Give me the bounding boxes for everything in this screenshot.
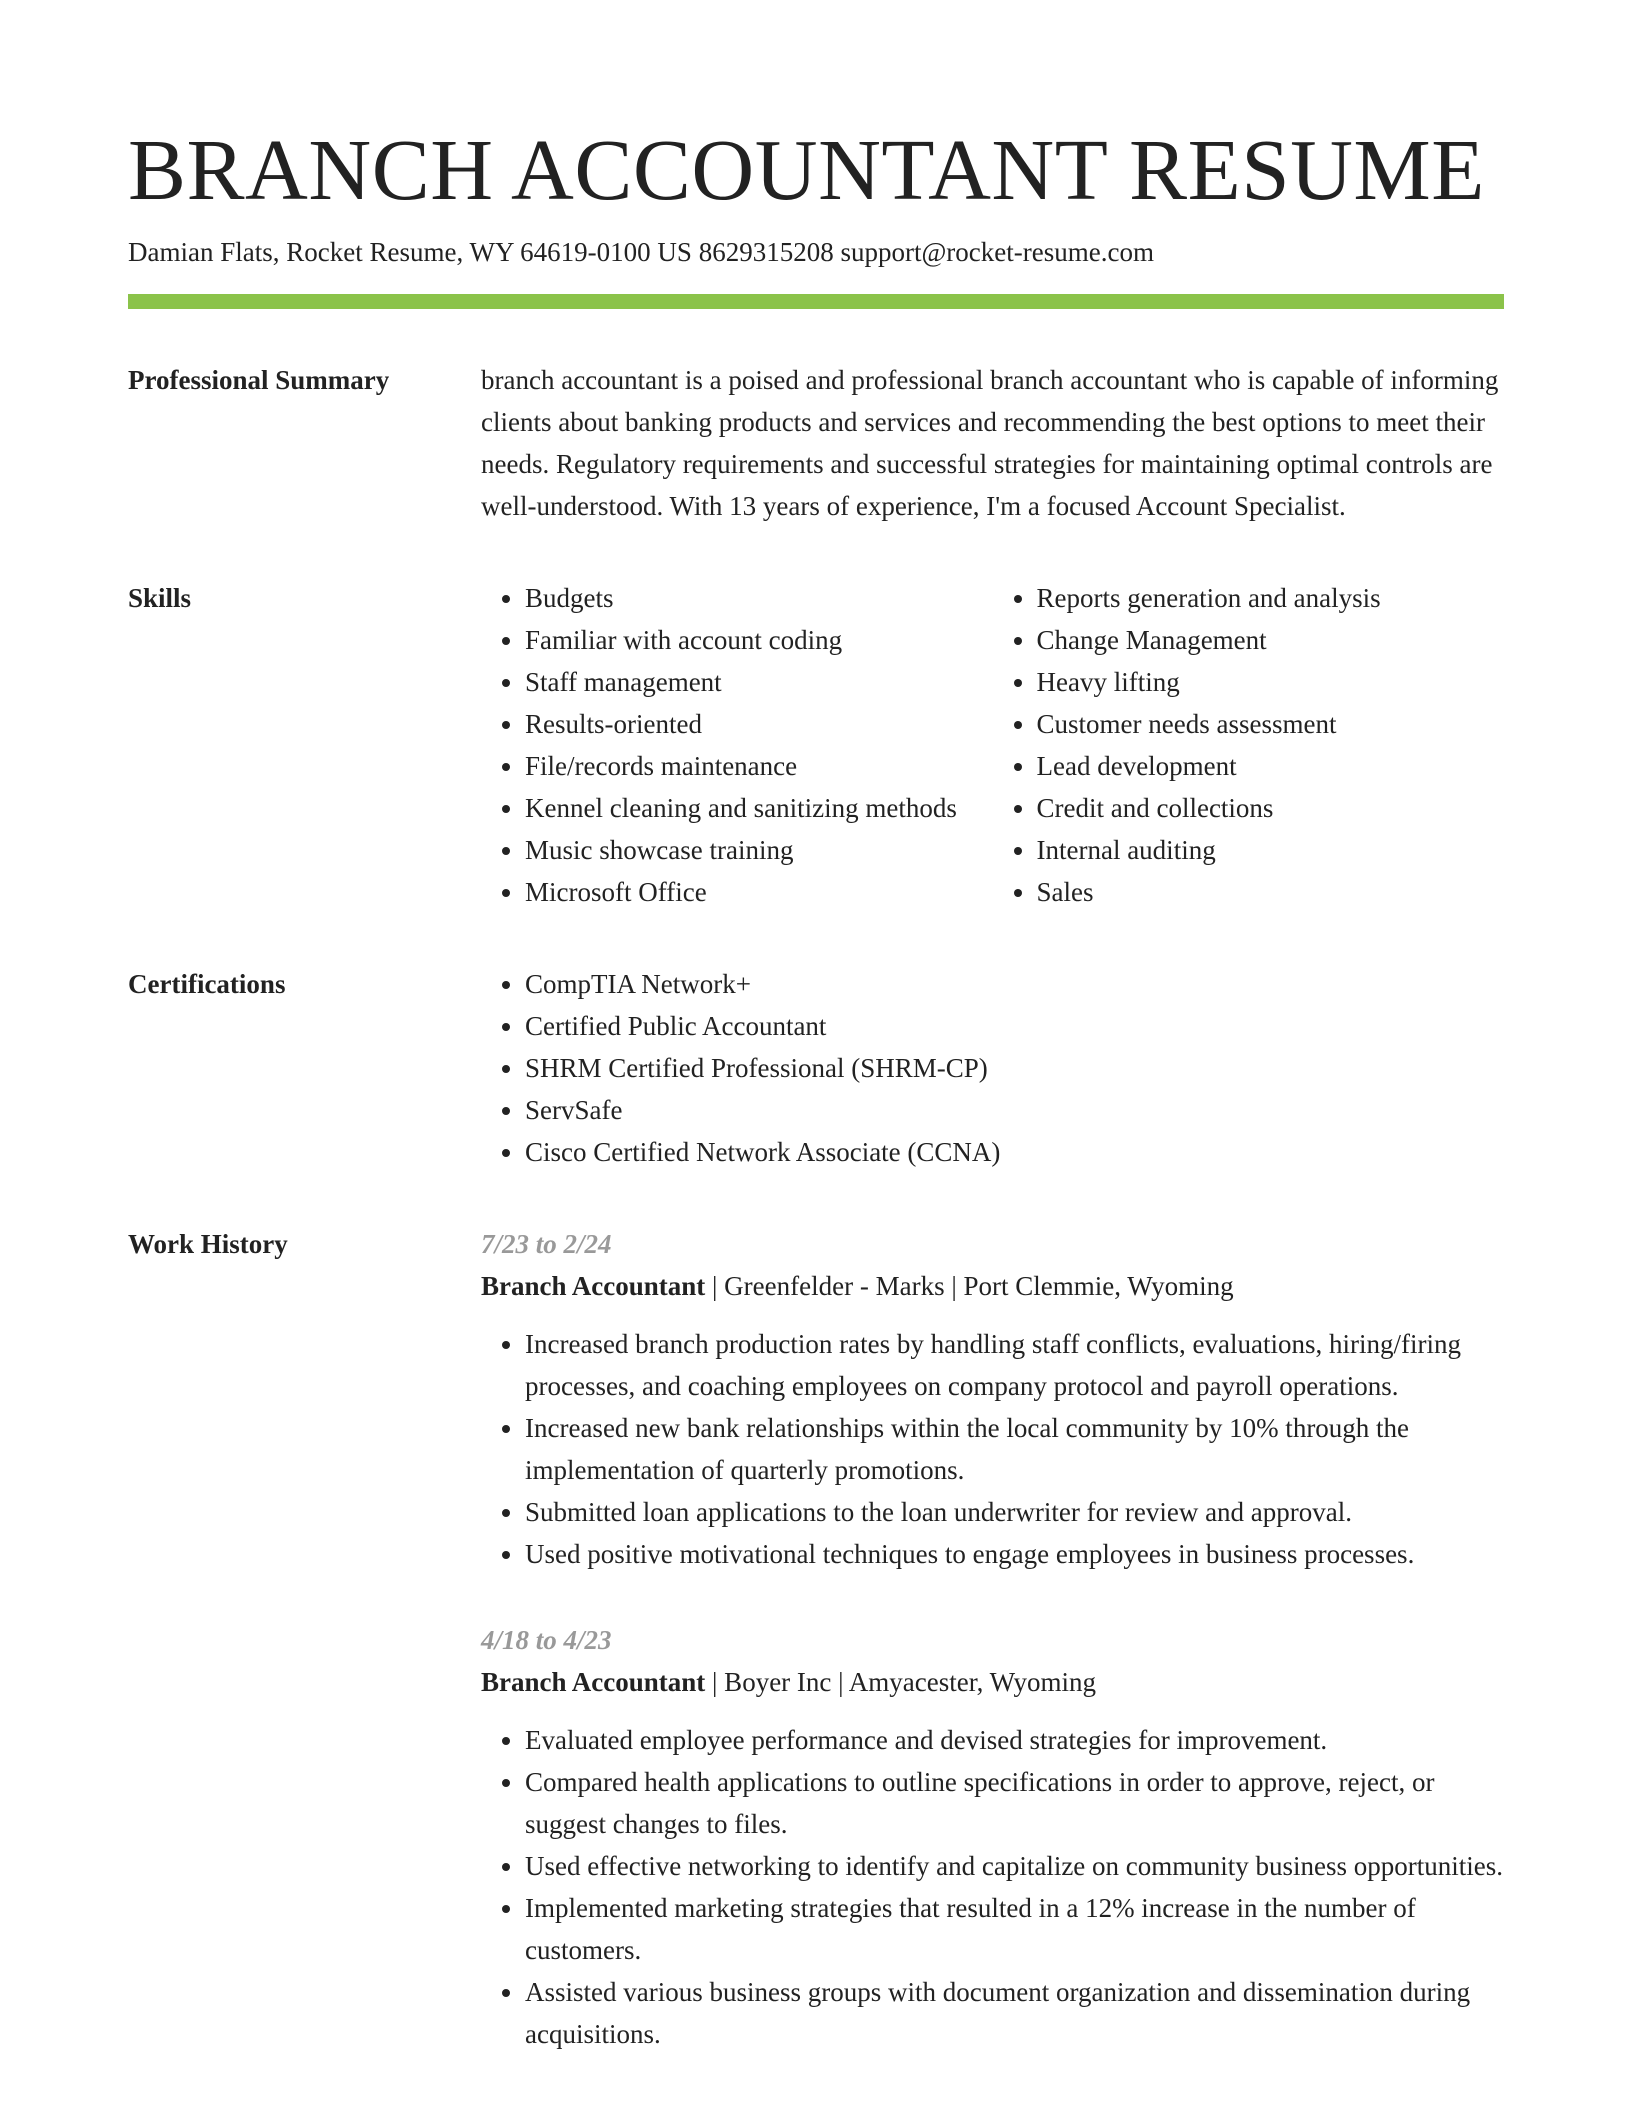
section-label-skills: Skills [128, 583, 192, 613]
work-history-list [481, 1223, 1504, 2099]
skill-item: • Internal auditing [1037, 829, 1505, 871]
certifications-list [481, 963, 1504, 1173]
resume-title: BRANCH ACCOUNTANT RESUME [128, 121, 1485, 218]
job-bullet: • Assisted various business groups with document organization and dissemination during acquisitions. [525, 1971, 1504, 2055]
section-label-summary: Professional Summary [128, 365, 390, 395]
skill-item: • Lead development [1037, 745, 1505, 787]
skill-item: • Sales [1037, 871, 1505, 913]
skill-item: • Change Management [1037, 619, 1505, 661]
certification-item: • SHRM Certified Professional (SHRM-CP) [525, 1047, 1504, 1089]
section-skills [128, 577, 1504, 913]
skill-item: • Results-oriented [525, 703, 993, 745]
job-company-location: | Boyer Inc | Amyacester, Wyoming [705, 1667, 1097, 1697]
contact-line: Damian Flats, Rocket Resume, WY 64619-0100 US 8629315208 support@rocket-resume.com [128, 237, 1154, 267]
certification-item: • Cisco Certified Network Associate (CCNA) [525, 1131, 1504, 1173]
skill-item: • Kennel cleaning and sanitizing methods [525, 787, 993, 829]
skill-item: • Familiar with account coding [525, 619, 993, 661]
skill-item: • Staff management [525, 661, 993, 703]
certification-item: • ServSafe [525, 1089, 1504, 1131]
accent-divider [128, 294, 1504, 309]
certification-item: • Certified Public Accountant [525, 1005, 1504, 1047]
certification-item: • CompTIA Network+ [525, 963, 1504, 1005]
job-heading [481, 1661, 1504, 1703]
job-heading [481, 1265, 1504, 1307]
section-work-history [128, 1223, 1504, 2099]
skill-item: • Budgets [525, 577, 993, 619]
job-bullet: • Compared health applications to outline specifications in order to approve, reject, or suggest changes to files. [525, 1761, 1504, 1845]
job-entry [481, 1223, 1504, 1575]
skills-list-right [993, 577, 1505, 913]
job-role: Branch Accountant [481, 1667, 706, 1697]
skill-item: • Heavy lifting [1037, 661, 1505, 703]
job-bullet: • Submitted loan applications to the loan underwriter for review and approval. [525, 1491, 1504, 1533]
job-bullet: • Increased new bank relationships within the local community by 10% through the implementation of quarterly promotions. [525, 1407, 1504, 1491]
job-dates: 4/18 to 4/23 [481, 1625, 612, 1655]
job-dates: 7/23 to 2/24 [481, 1229, 612, 1259]
job-role: Branch Accountant [481, 1271, 706, 1301]
section-certifications [128, 963, 1504, 1173]
summary-text: branch accountant is a poised and professional branch accountant who is capable of informing clients about banking products and services and recommending the best options to meet their needs. Regulatory requirements and successful strategies for maintaining optimal controls are well-understood. With 13 years of experience, I'm a focused Account Specialist. [481, 365, 1499, 521]
section-summary [128, 359, 1504, 527]
job-bullets [481, 1323, 1504, 1575]
skill-item: • Credit and collections [1037, 787, 1505, 829]
job-bullet: • Implemented marketing strategies that resulted in a 12% increase in the number of customers. [525, 1887, 1504, 1971]
section-label-certifications: Certifications [128, 969, 286, 999]
job-entry [481, 1619, 1504, 2055]
skill-item: • Microsoft Office [525, 871, 993, 913]
job-bullet: • Used positive motivational techniques to engage employees in business processes. [525, 1533, 1504, 1575]
skill-item: • Music showcase training [525, 829, 993, 871]
skills-list-left [481, 577, 993, 913]
skill-item: • Reports generation and analysis [1037, 577, 1505, 619]
skill-item: • Customer needs assessment [1037, 703, 1505, 745]
section-label-work-history: Work History [128, 1229, 288, 1259]
job-bullets [481, 1719, 1504, 2055]
job-company-location: | Greenfelder - Marks | Port Clemmie, Wyoming [705, 1271, 1234, 1301]
job-bullet: • Increased branch production rates by handling staff conflicts, evaluations, hiring/firing processes, and coaching employees on company protocol and payroll operations. [525, 1323, 1504, 1407]
job-bullet: • Evaluated employee performance and devised strategies for improvement. [525, 1719, 1504, 1761]
skill-item: • File/records maintenance [525, 745, 993, 787]
job-bullet: • Used effective networking to identify and capitalize on community business opportunities. [525, 1845, 1504, 1887]
